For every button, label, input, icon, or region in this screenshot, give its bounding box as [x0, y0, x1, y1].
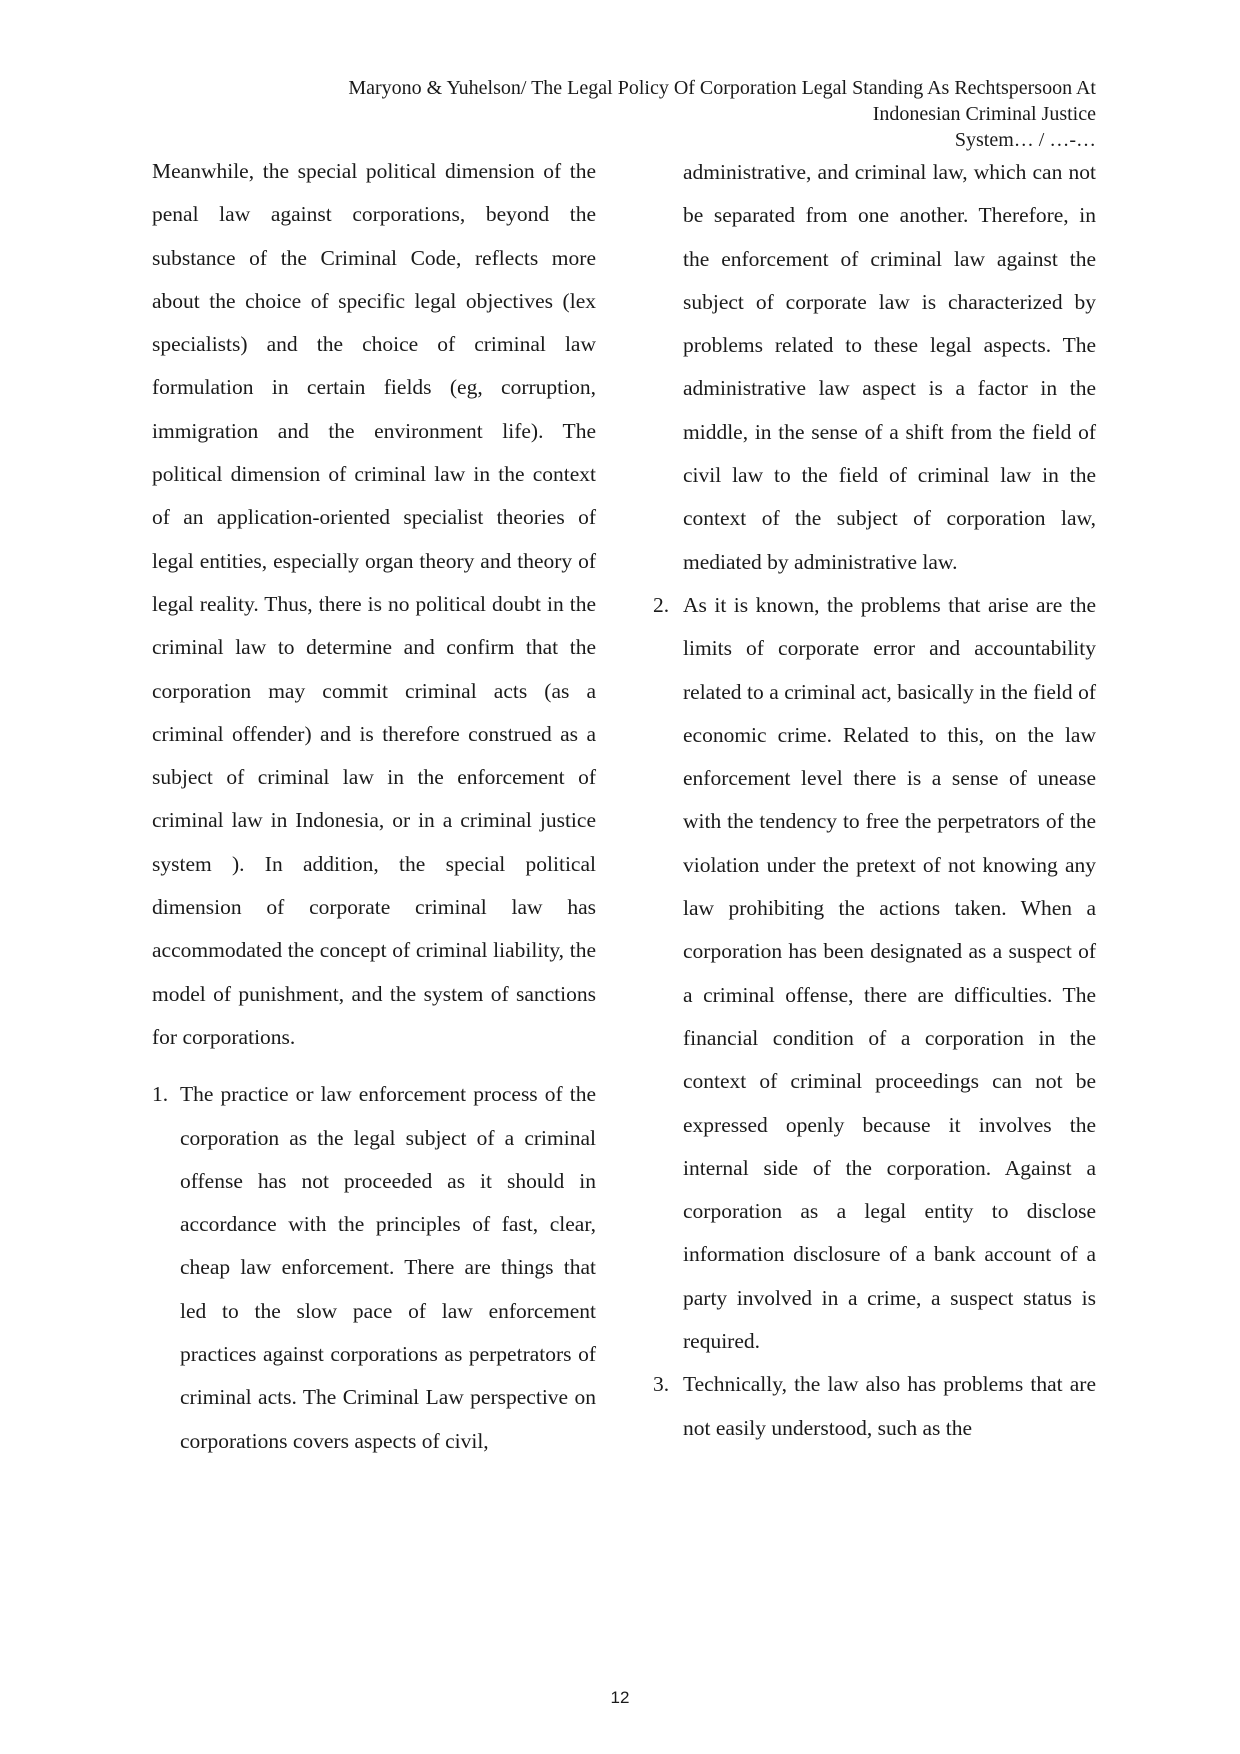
list-item-number: 2.: [653, 592, 670, 617]
list-item-3: [653, 1363, 1096, 1450]
running-header-line-1: Maryono & Yuhelson/ The Legal Policy Of Corporation Legal Standing As Rechtspersoon At: [348, 77, 1096, 99]
left-column: [152, 150, 596, 1463]
running-header-line-2: Indonesian Criminal Justice: [872, 103, 1096, 125]
running-header: [196, 75, 1096, 153]
list-item-number: 3.: [653, 1372, 670, 1397]
numbered-list: [152, 1073, 596, 1463]
page-number: 12: [610, 1688, 630, 1707]
list-item-text: Technically, the law also has problems that are not easily understood, such as the: [683, 1372, 1096, 1440]
list-item-number: 1.: [152, 1082, 169, 1107]
body-paragraph: Meanwhile, the special political dimension of the penal law against corporations, beyond the substance of the Criminal Code, reflects more about the choice of specific legal objectives (lex specialists) and the choice of criminal law formulation in certain fields (eg, corruption, immigration and the environment life). The political dimension of criminal law in the context of an application-oriented specialist theories of legal entities, especially organ theory and theory of legal reality. Thus, there is no political doubt in the criminal law to determine and confirm that the corporation may commit criminal acts (as a criminal offender) and is therefore construed as a subject of criminal law in the enforcement of criminal law in Indonesia, or in a criminal justice system ). In addition, the special political dimension of corporate criminal law has accommodated the concept of criminal liability, the model of punishment, and the system of sanctions for corporations.: [152, 159, 596, 1049]
list-item-1: [152, 1073, 596, 1463]
list-item-text: As it is known, the problems that arise are the limits of corporate error and accountability related to a criminal act, basically in the field of economic crime. Related to this, on the law enforcement level there is a sense of unease with the tendency to free the perpetrators of the violation under the pretext of not knowing any law prohibiting the actions taken. When a corporation has been designated as a suspect of a criminal offense, there are difficulties. The financial condition of a corporation in the context of criminal proceedings can not be expressed openly because it involves the internal side of the corporation. Against a corporation as a legal entity to disclose information disclosure of a bank account of a party involved in a crime, a suspect status is required.: [683, 592, 1096, 1354]
right-column: [653, 151, 1096, 1450]
continued-list-text: administrative, and criminal law, which can not be separated from one another. Therefore, in the enforcement of criminal law against the subject of corporate law is characterized by problems related to these legal aspects. The administrative law aspect is a factor in the middle, in the sense of a shift from the field of civil law to the field of criminal law in the context of the subject of corporation law, mediated by administrative law.: [683, 160, 1096, 574]
list-item-2: [653, 584, 1096, 1363]
numbered-list-continued: [653, 584, 1096, 1450]
list-item-text: The practice or law enforcement process of the corporation as the legal subject of a criminal offense has not proceeded as it should in accordance with the principles of fast, clear, cheap law enforcement. There are things that led to the slow pace of law enforcement practices against corporations as perpetrators of criminal acts. The Criminal Law perspective on corporations covers aspects of civil,: [180, 1082, 596, 1453]
running-header-line-3: System… / …-…: [954, 129, 1096, 151]
